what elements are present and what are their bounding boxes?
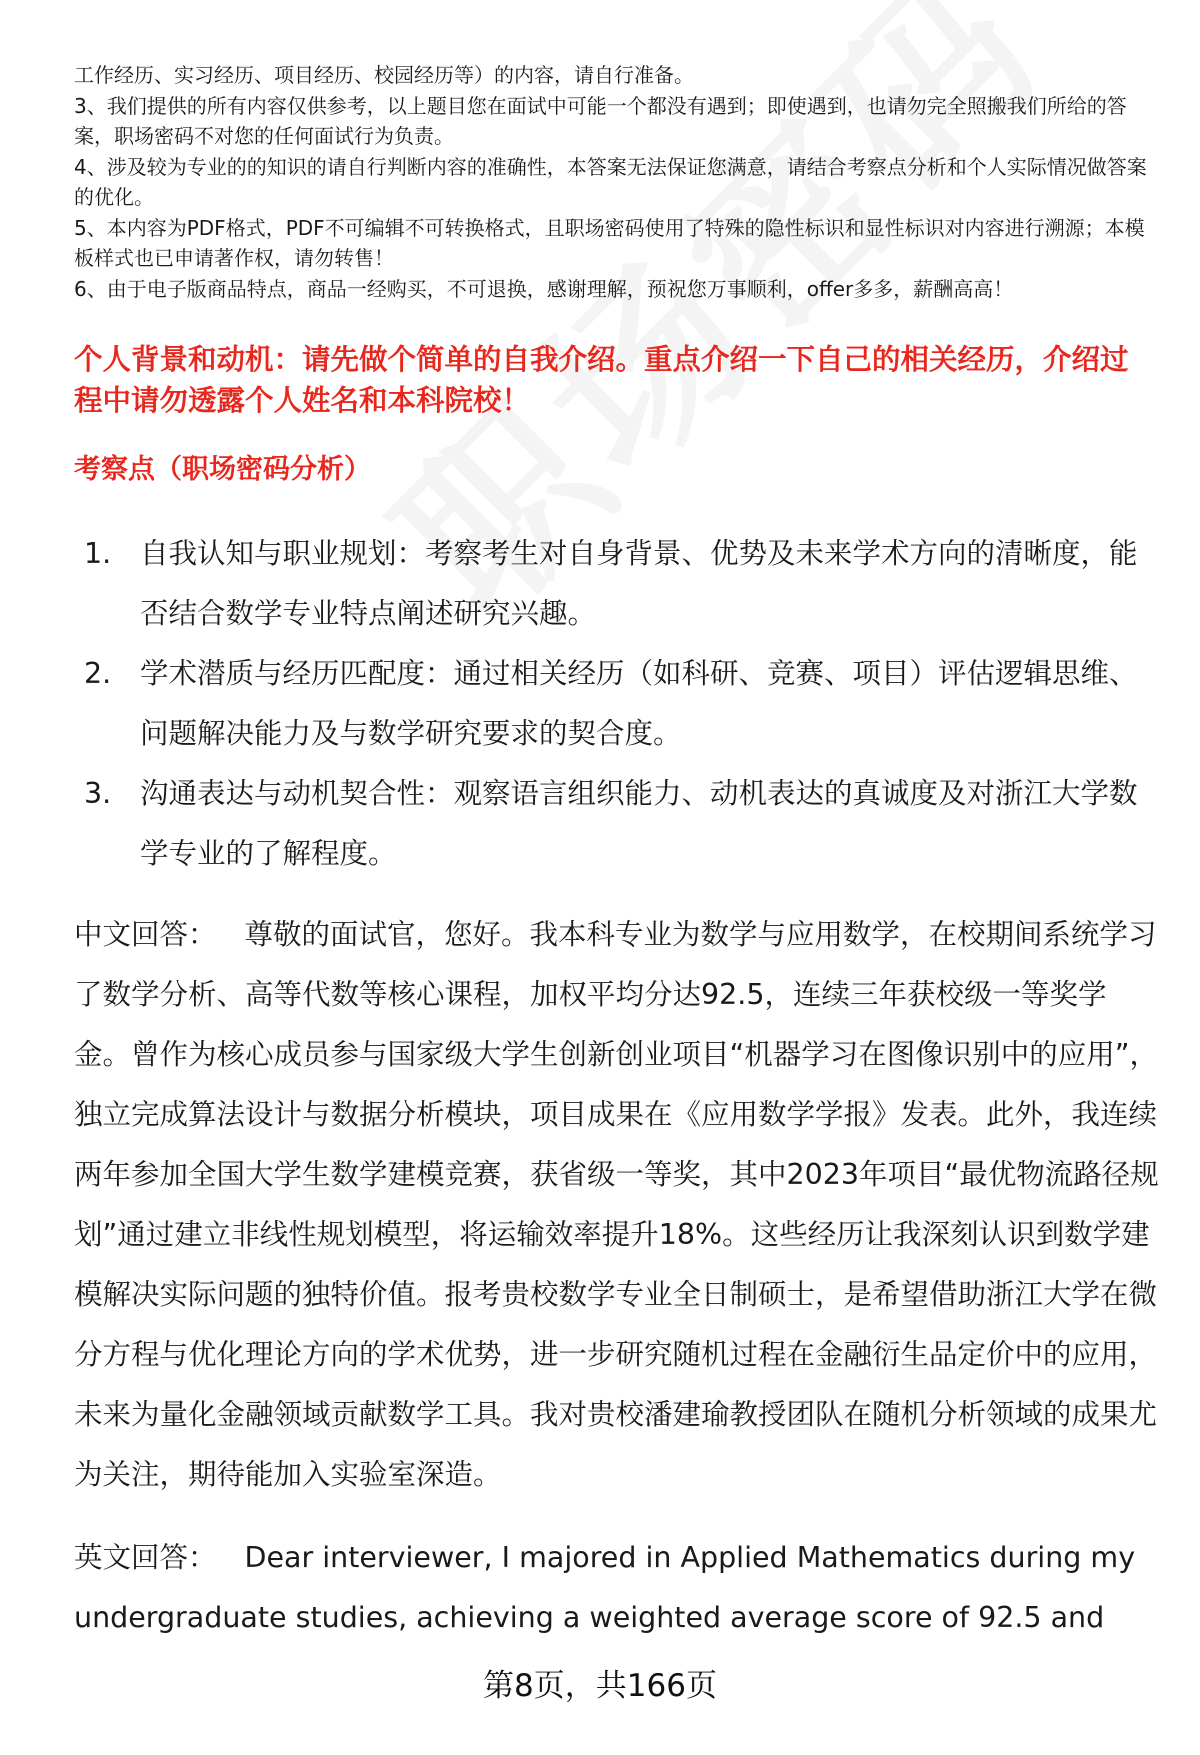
assessment-point — [74, 764, 1154, 884]
page-footer: 第8页，共166页 — [483, 1668, 717, 1704]
notes-block — [74, 60, 1164, 304]
chinese-answer-label: 中文回答： — [74, 918, 217, 951]
chinese-answer-text: 尊敬的面试官，您好。我本科专业为数学与应用数学，在校期间系统学习了数学分析、高等代数等核心课程，加权平均分达92.5，连续三年获校级一等奖学金。曾作为核心成员参与国家级大学生创新创业项目“机器学习在图像识别中的应用”，独立完成算法设计与数据分析模块，项目成果在《应用数学学报》发表。此外，我连续两年参加全国大学生数学建模竞赛，获省级一等奖，其中2023年项目“最优物流路径规划”通过建立非线性规划模型，将运输效率提升18%。这些经历让我深刻认识到数学建模解决实际问题的独特价值。报考贵校数学专业全日制硕士，是希望借助浙江大学在微分方程与优化理论方向的学术优势，进一步研究随机过程在金融衍生品定价中的应用，未来为量化金融领域贡献数学工具。我对贵校潘建瑜教授团队在随机分析领域的成果尤为关注，期待能加入实验室深造。 — [74, 918, 1159, 1491]
point-text: 自我认知与职业规划：考察考生对自身背景、优势及未来学术方向的清晰度，能否结合数学专业特点阐述研究兴趣。 — [140, 537, 1138, 630]
point-text: 学术潜质与经历匹配度：通过相关经历（如科研、竞赛、项目）评估逻辑思维、问题解决能力及与数学研究要求的契合度。 — [140, 657, 1138, 750]
note-line: 5、本内容为PDF格式，PDF不可编辑不可转换格式，且职场密码使用了特殊的隐性标识和显性标识对内容进行溯源；本模板样式也已申请著作权，请勿转售！ — [74, 215, 1145, 270]
assessment-point — [74, 644, 1154, 764]
point-number: 3. — [84, 777, 112, 810]
note-line: 4、涉及较为专业的的知识的请自行判断内容的准确性，本答案无法保证您满意，请结合考察点分析和个人实际情况做答案的优化。 — [74, 154, 1147, 209]
assessment-points — [74, 524, 1154, 884]
english-answer-text: Dear interviewer, I majored in Applied Mathematics during my undergraduate studies, achieving a weighted average score of 92.5 and — [74, 1541, 1136, 1634]
note-line: 3、我们提供的所有内容仅供参考，以上题目您在面试中可能一个都没有遇到；即使遇到，也请勿完全照搬我们所给的答案，职场密码不对您的任何面试行为负责。 — [74, 93, 1127, 148]
question-title: 个人背景和动机：请先做个简单的自我介绍。重点介绍一下自己的相关经历，介绍过程中请勿透露个人姓名和本科院校！ — [74, 343, 1129, 417]
point-number: 2. — [84, 657, 112, 690]
english-answer-label: 英文回答： — [74, 1541, 217, 1574]
point-text: 沟通表达与动机契合性：观察语言组织能力、动机表达的真诚度及对浙江大学数学专业的了解程度。 — [140, 777, 1138, 870]
note-line: 工作经历、实习经历、项目经历、校园经历等）的内容，请自行准备。 — [74, 63, 694, 87]
note-line: 6、由于电子版商品特点，商品一经购买，不可退换，感谢理解，预祝您万事顺利，offer多多，薪酬高高！ — [74, 276, 1014, 301]
assessment-point — [74, 524, 1154, 644]
chinese-answer — [74, 905, 1162, 1505]
point-number: 1. — [84, 537, 112, 570]
section-title: 考察点（职场密码分析） — [74, 454, 371, 485]
english-answer — [74, 1528, 1162, 1648]
